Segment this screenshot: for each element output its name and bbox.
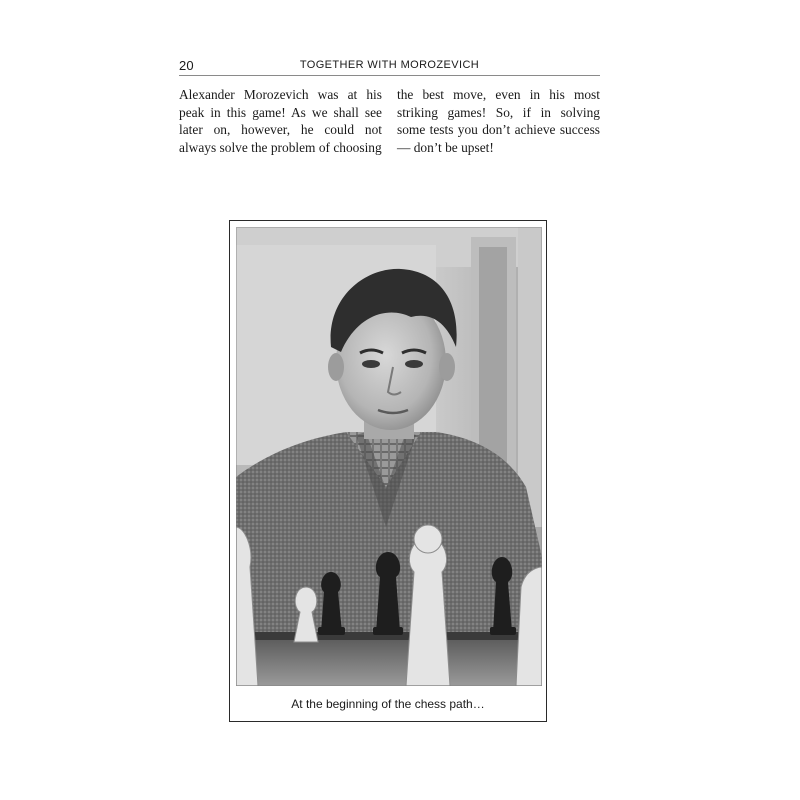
chess-player-photo bbox=[236, 227, 542, 686]
running-header bbox=[179, 57, 600, 76]
photo-figure bbox=[229, 220, 547, 722]
running-title: TOGETHER WITH MOROZEVICH bbox=[299, 59, 480, 71]
body-text-left-column: Alexander Morozevich was at his peak in this game! As we shall see later on, however, he could not always solve the problem of choosing bbox=[179, 87, 382, 155]
photo-illustration bbox=[236, 227, 542, 686]
page-number: 20 bbox=[179, 58, 194, 73]
figure-caption: At the beginning of the chess path… bbox=[291, 697, 485, 711]
body-text-right-column: the best move, even in his most striking games! So, if in solving some tests you don’t achieve success — don’t be upset! bbox=[397, 87, 600, 155]
